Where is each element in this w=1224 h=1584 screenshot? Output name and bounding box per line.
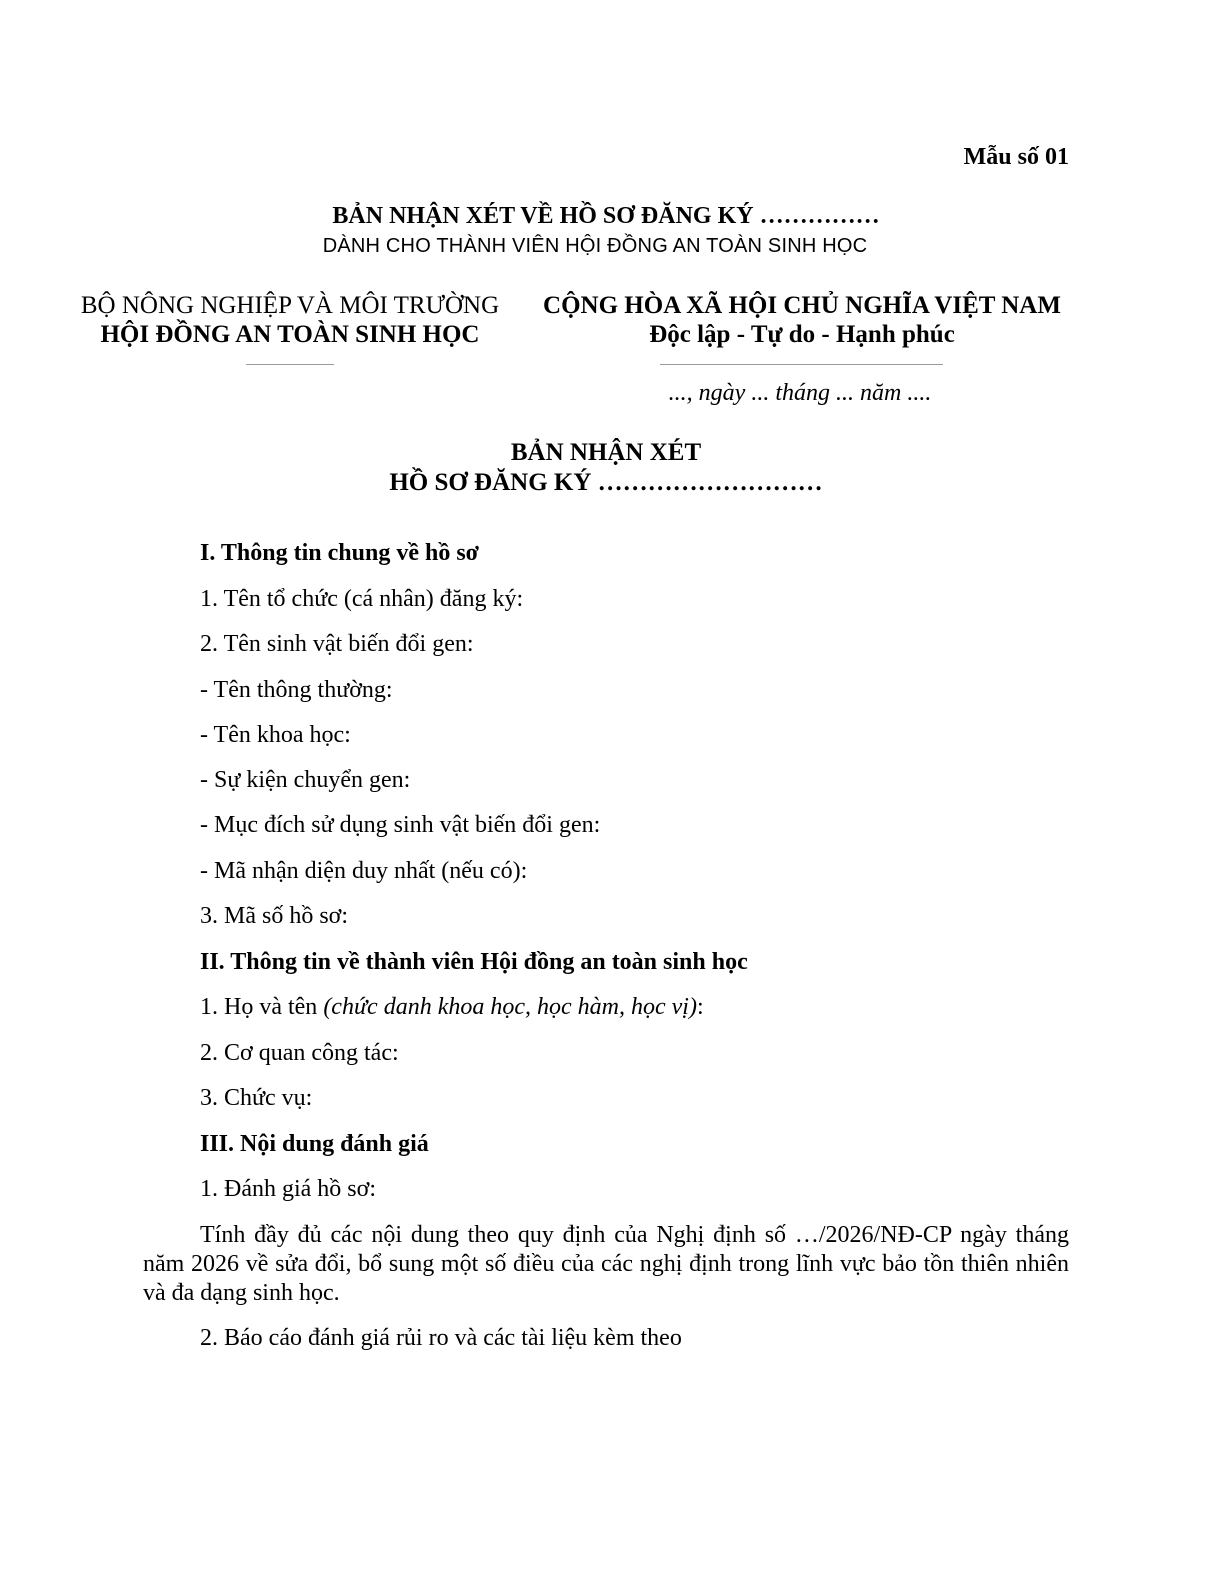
- right-underline: [660, 364, 943, 365]
- transgenic-event-field: - Sự kiện chuyển gen:: [200, 767, 411, 793]
- section3-heading: III. Nội dung đánh giá: [200, 1131, 429, 1157]
- ministry-name: BỘ NÔNG NGHIỆP VÀ MÔI TRƯỜNG: [80, 292, 500, 319]
- position-field: 3. Chức vụ:: [200, 1085, 313, 1111]
- workplace-field: 2. Cơ quan công tác:: [200, 1040, 399, 1066]
- risk-report-item: 2. Báo cáo đánh giá rủi ro và các tài liệu kèm theo: [200, 1325, 682, 1351]
- member-name-label: 1. Họ và tên: [200, 994, 324, 1020]
- header-title: BẢN NHẬN XÉT VỀ HỒ SƠ ĐĂNG KÝ ……………: [332, 203, 880, 229]
- dossier-code-field: 3. Mã số hồ sơ:: [200, 903, 349, 929]
- unique-id-field: - Mã nhận diện duy nhất (nếu có):: [200, 858, 528, 884]
- member-name-colon: :: [696, 994, 704, 1020]
- dossier-evaluation-item: 1. Đánh giá hồ sơ:: [200, 1176, 377, 1202]
- usage-purpose-field: - Mục đích sử dụng sinh vật biến đổi gen:: [200, 812, 601, 838]
- date-line: ..., ngày ... tháng ... năm ....: [668, 380, 932, 406]
- form-number: Mẫu số 01: [963, 144, 1069, 170]
- doc-title-line1: BẢN NHẬN XÉT: [510, 439, 702, 466]
- member-name-field: [200, 994, 704, 1021]
- common-name-field: - Tên thông thường:: [200, 677, 393, 703]
- org-name-field: 1. Tên tổ chức (cá nhân) đăng ký:: [200, 586, 524, 612]
- member-title-hint: (chức danh khoa học, học hàm, học vị): [323, 994, 697, 1020]
- motto: Độc lập - Tự do - Hạnh phúc: [649, 321, 955, 348]
- section1-heading: I. Thông tin chung về hồ sơ: [200, 540, 479, 566]
- section2-heading: II. Thông tin về thành viên Hội đồng an toàn sinh học: [200, 949, 748, 975]
- scientific-name-field: - Tên khoa học:: [200, 722, 351, 748]
- gmo-name-field: 2. Tên sinh vật biến đổi gen:: [200, 631, 474, 657]
- council-name: HỘI ĐỒNG AN TOÀN SINH HỌC: [100, 321, 480, 348]
- country-name: CỘNG HÒA XÃ HỘI CHỦ NGHĨA VIỆT NAM: [543, 292, 1061, 319]
- header-subtitle: DÀNH CHO THÀNH VIÊN HỘI ĐỒNG AN TOÀN SINH HỌC: [322, 235, 868, 257]
- left-underline: [246, 364, 334, 365]
- doc-title-line2: HỒ SƠ ĐĂNG KÝ ………………………: [389, 469, 823, 496]
- evaluation-paragraph: Tính đầy đủ các nội dung theo quy định của Nghị định số …/2026/NĐ-CP ngày tháng năm 2026 về sửa đổi, bổ sung một số điều của các nghị định trong lĩnh vực bảo tồn thiên nhiên và đa dạng sinh học.: [143, 1222, 1099, 1306]
